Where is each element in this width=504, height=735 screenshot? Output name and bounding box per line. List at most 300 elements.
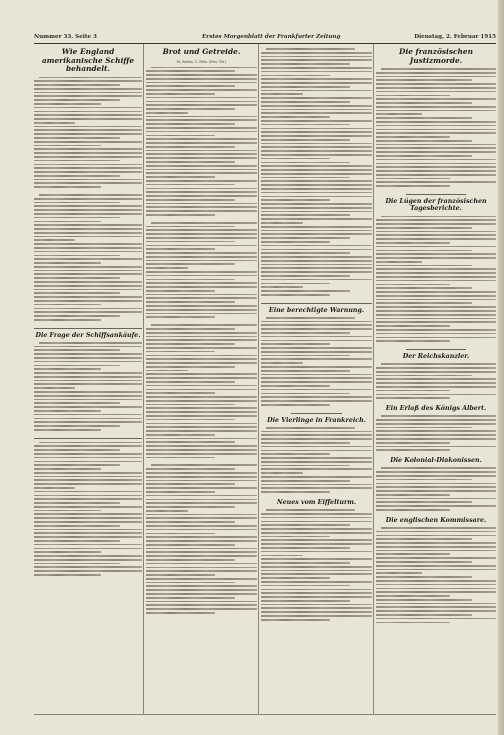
- text-line: [146, 362, 257, 364]
- text-line: [34, 353, 142, 355]
- text-line: [34, 418, 142, 420]
- text-line: [146, 188, 257, 190]
- text-line: [146, 472, 257, 474]
- text-line: [146, 336, 257, 338]
- text-line: [261, 158, 330, 160]
- text-line: [34, 402, 120, 404]
- text-line: [146, 123, 235, 125]
- text-line: [261, 438, 372, 440]
- text-line: [146, 135, 215, 137]
- text-line: [34, 107, 142, 109]
- text-line: [376, 550, 496, 552]
- article-dateline: M. Berlin, 1. Febr. (Priv.-Tel.): [176, 59, 227, 64]
- text-line: [261, 214, 350, 216]
- text-line: [261, 355, 350, 357]
- text-line: [261, 536, 330, 538]
- article-text-block: [146, 67, 257, 216]
- text-line: [34, 281, 142, 283]
- paragraph-gap: [376, 344, 496, 346]
- paragraph-gap: [34, 578, 142, 580]
- text-line: [376, 280, 496, 282]
- text-line: [34, 266, 142, 268]
- header-rule: [34, 43, 496, 44]
- text-line: [146, 574, 215, 576]
- paragraph-gap: [34, 190, 142, 192]
- text-line: [376, 618, 496, 620]
- text-line: [34, 372, 142, 374]
- text-line: [34, 202, 120, 204]
- text-line: [376, 614, 472, 616]
- text-line: [261, 442, 350, 444]
- text-line: [261, 450, 372, 452]
- text-line: [146, 506, 235, 508]
- text-line: [376, 272, 496, 274]
- text-line: [34, 251, 142, 253]
- text-line: [261, 340, 372, 342]
- text-line: [261, 528, 372, 530]
- text-line: [261, 321, 372, 323]
- text-line: [376, 599, 472, 601]
- text-line: [34, 476, 142, 478]
- text-line: [34, 292, 120, 294]
- text-line: [261, 241, 330, 243]
- text-line: [146, 119, 257, 121]
- text-line: [146, 540, 257, 542]
- text-line: [146, 332, 257, 334]
- text-line: [34, 544, 142, 546]
- text-line: [261, 336, 372, 338]
- section-rule: [34, 438, 142, 439]
- text-line: [376, 257, 496, 259]
- text-line: [146, 191, 257, 193]
- text-line: [376, 113, 422, 115]
- text-line: [261, 381, 372, 383]
- text-line: [261, 607, 372, 609]
- text-line: [146, 366, 235, 368]
- paragraph-gap: [261, 623, 372, 625]
- text-line: [146, 214, 215, 216]
- text-line: [34, 410, 101, 412]
- text-line: [34, 277, 120, 279]
- text-line: [261, 78, 372, 80]
- text-line: [261, 90, 372, 92]
- paragraph-gap: [376, 189, 496, 191]
- text-line: [261, 351, 372, 353]
- article-text-block: [376, 527, 496, 623]
- text-line: [146, 597, 235, 599]
- text-line: [376, 606, 496, 608]
- text-line: [261, 513, 372, 515]
- article-text-block: [376, 467, 496, 510]
- text-line: [146, 260, 257, 262]
- text-line: [34, 319, 101, 321]
- text-line: [376, 494, 450, 496]
- article-headline: Wie England amerikanische Schiffe behandelt.: [41, 47, 135, 74]
- text-line: [376, 261, 422, 263]
- text-line: [146, 555, 257, 557]
- article-headline: Eine berechtigte Warnung.: [268, 306, 365, 314]
- text-line: [266, 317, 355, 319]
- text-line: [34, 406, 142, 408]
- text-line: [34, 118, 142, 120]
- text-line: [39, 342, 142, 344]
- text-line: [376, 490, 496, 492]
- text-line: [376, 276, 496, 278]
- text-line: [146, 434, 215, 436]
- text-line: [34, 88, 142, 90]
- text-line: [146, 608, 257, 610]
- text-line: [146, 112, 188, 114]
- text-line: [34, 472, 142, 474]
- text-line: [34, 258, 142, 260]
- text-line: [376, 299, 496, 301]
- text-line: [376, 498, 496, 500]
- text-line: [34, 103, 101, 105]
- text-line: [376, 174, 496, 176]
- text-line: [151, 464, 257, 466]
- text-line: [146, 548, 257, 550]
- paragraph-gap: [146, 460, 257, 462]
- text-line: [146, 256, 257, 258]
- section-rule: [34, 328, 142, 329]
- text-line: [261, 461, 372, 463]
- text-line: [261, 82, 372, 84]
- text-line: [146, 604, 257, 606]
- text-line: [34, 255, 120, 257]
- text-line: [34, 483, 142, 485]
- text-line: [376, 538, 472, 540]
- text-line: [376, 170, 496, 172]
- text-line: [34, 205, 142, 207]
- text-line: [34, 296, 142, 298]
- text-line: [146, 525, 257, 527]
- text-line: [261, 105, 372, 107]
- text-line: [266, 48, 355, 50]
- text-line: [376, 588, 496, 590]
- text-line: [376, 314, 496, 316]
- text-line: [34, 361, 142, 363]
- paragraph-gap: [376, 625, 496, 627]
- article-text-block: [34, 442, 142, 576]
- text-line: [34, 387, 75, 389]
- text-line: [34, 510, 101, 512]
- text-line: [34, 414, 142, 416]
- column-divider: [143, 44, 144, 714]
- text-line: [146, 150, 257, 152]
- text-line: [376, 125, 496, 127]
- text-line: [261, 551, 372, 553]
- text-line: [261, 547, 350, 549]
- text-line: [261, 480, 350, 482]
- text-line: [146, 131, 257, 133]
- text-line: [34, 357, 142, 359]
- text-line: [376, 565, 496, 567]
- text-line: [376, 333, 496, 335]
- text-line: [34, 464, 120, 466]
- text-line: [376, 117, 472, 119]
- text-line: [146, 411, 257, 413]
- text-line: [261, 146, 372, 148]
- text-line: [146, 441, 235, 443]
- text-line: [376, 561, 472, 563]
- text-line: [146, 419, 235, 421]
- text-line: [34, 498, 142, 500]
- text-line: [146, 184, 235, 186]
- text-line: [146, 161, 235, 163]
- text-line: [34, 304, 101, 306]
- text-line: [376, 449, 450, 451]
- text-line: [34, 506, 142, 508]
- text-line: [376, 318, 496, 320]
- text-line: [261, 570, 372, 572]
- text-line: [146, 415, 257, 417]
- text-line: [146, 305, 257, 307]
- text-line: [34, 239, 75, 241]
- text-line: [34, 270, 142, 272]
- text-line: [376, 219, 496, 221]
- text-line: [261, 192, 372, 194]
- article-headline: Die französischen Justizmorde.: [399, 47, 473, 65]
- text-line: [376, 483, 496, 485]
- text-line: [261, 543, 372, 545]
- text-line: [146, 347, 257, 349]
- text-line: [376, 291, 496, 293]
- text-line: [261, 343, 330, 345]
- text-line: [146, 279, 235, 281]
- text-line: [146, 206, 257, 208]
- text-line: [146, 570, 257, 572]
- text-line: [34, 209, 142, 211]
- text-line: [376, 442, 450, 444]
- text-line: [381, 527, 496, 529]
- text-line: [146, 157, 257, 159]
- text-line: [34, 133, 142, 135]
- text-line: [146, 551, 257, 553]
- text-line: [146, 407, 257, 409]
- text-line: [376, 159, 496, 161]
- text-line: [146, 89, 257, 91]
- text-line: [261, 453, 330, 455]
- text-line: [34, 574, 101, 576]
- text-line: [146, 396, 257, 398]
- text-line: [261, 283, 330, 285]
- text-line: [261, 63, 350, 65]
- text-line: [39, 442, 142, 444]
- text-line: [146, 400, 257, 402]
- text-line: [34, 349, 120, 351]
- text-line: [34, 182, 142, 184]
- text-line: [146, 82, 257, 84]
- article-text-block: [146, 222, 257, 318]
- text-line: [146, 297, 257, 299]
- column-3: [261, 46, 372, 714]
- text-line: [261, 188, 372, 190]
- text-line: [34, 186, 101, 188]
- text-line: [146, 533, 215, 535]
- article-headline: Die Kolonial-Diakonissen.: [390, 457, 482, 465]
- text-line: [146, 138, 257, 140]
- text-line: [146, 499, 257, 501]
- text-line: [376, 595, 450, 597]
- text-line: [34, 551, 101, 553]
- text-line: [261, 196, 372, 198]
- text-line: [146, 612, 215, 614]
- article-headline: Die englischen Kommissare.: [385, 516, 487, 524]
- text-line: [376, 163, 496, 165]
- text-line: [261, 558, 372, 560]
- text-line: [376, 325, 450, 327]
- text-line: [146, 521, 235, 523]
- text-line: [261, 581, 372, 583]
- text-line: [146, 146, 235, 148]
- text-line: [146, 582, 235, 584]
- text-line: [34, 156, 142, 158]
- text-line: [376, 394, 496, 396]
- text-line: [381, 216, 496, 218]
- text-line: [261, 491, 330, 493]
- text-line: [34, 232, 142, 234]
- text-line: [34, 449, 120, 451]
- text-line: [34, 529, 142, 531]
- text-line: [146, 176, 215, 178]
- text-line: [146, 476, 257, 478]
- text-line: [261, 56, 372, 58]
- text-line: [146, 78, 257, 80]
- text-line: [146, 389, 257, 391]
- text-line: [34, 179, 142, 181]
- text-line: [261, 604, 372, 606]
- text-line: [261, 555, 303, 557]
- text-line: [261, 472, 303, 474]
- article-text-block: [376, 68, 496, 187]
- column-2: [146, 46, 257, 714]
- text-line: [261, 180, 372, 182]
- text-line: [261, 434, 372, 436]
- text-line: [34, 525, 120, 527]
- text-line: [376, 102, 472, 104]
- text-line: [146, 108, 235, 110]
- text-line: [261, 109, 372, 111]
- text-line: [146, 351, 215, 353]
- text-line: [376, 471, 496, 473]
- text-line: [146, 468, 235, 470]
- text-line: [146, 355, 257, 357]
- text-line: [146, 601, 257, 603]
- text-line: [146, 585, 257, 587]
- text-line: [146, 483, 235, 485]
- text-line: [261, 385, 330, 387]
- text-line: [34, 513, 142, 515]
- text-line: [34, 129, 142, 131]
- text-line: [376, 603, 496, 605]
- text-line: [376, 129, 496, 131]
- text-line: [261, 59, 372, 61]
- text-line: [34, 228, 142, 230]
- text-line: [261, 233, 372, 235]
- text-line: [34, 141, 142, 143]
- text-line: [146, 517, 257, 519]
- text-line: [34, 532, 142, 534]
- text-line: [146, 248, 215, 250]
- text-line: [34, 376, 142, 378]
- text-line: [34, 495, 142, 497]
- text-line: [376, 136, 450, 138]
- paragraph-gap: [376, 513, 496, 515]
- text-line: [261, 589, 372, 591]
- text-line: [146, 404, 235, 406]
- text-line: [146, 172, 257, 174]
- text-line: [376, 486, 496, 488]
- text-line: [376, 434, 496, 436]
- text-line: [34, 391, 142, 393]
- text-line: [261, 366, 372, 368]
- text-line: [146, 116, 257, 118]
- text-line: [34, 570, 142, 572]
- text-line: [146, 226, 235, 228]
- text-line: [39, 77, 142, 79]
- text-line: [376, 367, 496, 369]
- text-line: [376, 321, 496, 323]
- text-line: [34, 468, 101, 470]
- text-line: [376, 419, 496, 421]
- text-line: [376, 430, 496, 432]
- text-line: [146, 544, 235, 546]
- text-line: [146, 381, 235, 383]
- text-line: [34, 198, 142, 200]
- text-line: [376, 76, 496, 78]
- article-headline: Brot und Getreide.: [162, 47, 241, 56]
- text-line: [261, 358, 372, 360]
- text-line: [376, 446, 496, 448]
- text-line: [376, 390, 450, 392]
- text-line: [34, 167, 142, 169]
- text-line: [261, 396, 372, 398]
- text-line: [261, 573, 372, 575]
- text-line: [261, 404, 330, 406]
- paragraph-gap: [146, 218, 257, 220]
- text-line: [261, 173, 372, 175]
- text-line: [261, 162, 350, 164]
- page-edge: [498, 0, 504, 735]
- text-line: [376, 242, 450, 244]
- text-line: [261, 271, 372, 273]
- text-line: [376, 340, 450, 342]
- text-line: [146, 210, 257, 212]
- text-line: [376, 622, 450, 624]
- text-line: [261, 324, 372, 326]
- text-line: [261, 218, 372, 220]
- text-line: [261, 154, 372, 156]
- text-line: [261, 237, 350, 239]
- text-line: [261, 619, 330, 621]
- text-line: [146, 169, 257, 171]
- text-line: [146, 70, 235, 72]
- text-line: [376, 580, 496, 582]
- text-line: [151, 67, 257, 69]
- text-line: [146, 480, 257, 482]
- text-line: [34, 92, 142, 94]
- text-line: [376, 91, 496, 93]
- text-line: [376, 542, 496, 544]
- text-line: [146, 487, 257, 489]
- text-line: [34, 563, 120, 565]
- text-line: [376, 501, 472, 503]
- text-line: [146, 385, 257, 387]
- article-headline: Die Vierlinge in Frankreich.: [267, 416, 366, 424]
- text-line: [381, 363, 496, 365]
- text-line: [376, 553, 450, 555]
- text-line: [34, 421, 142, 423]
